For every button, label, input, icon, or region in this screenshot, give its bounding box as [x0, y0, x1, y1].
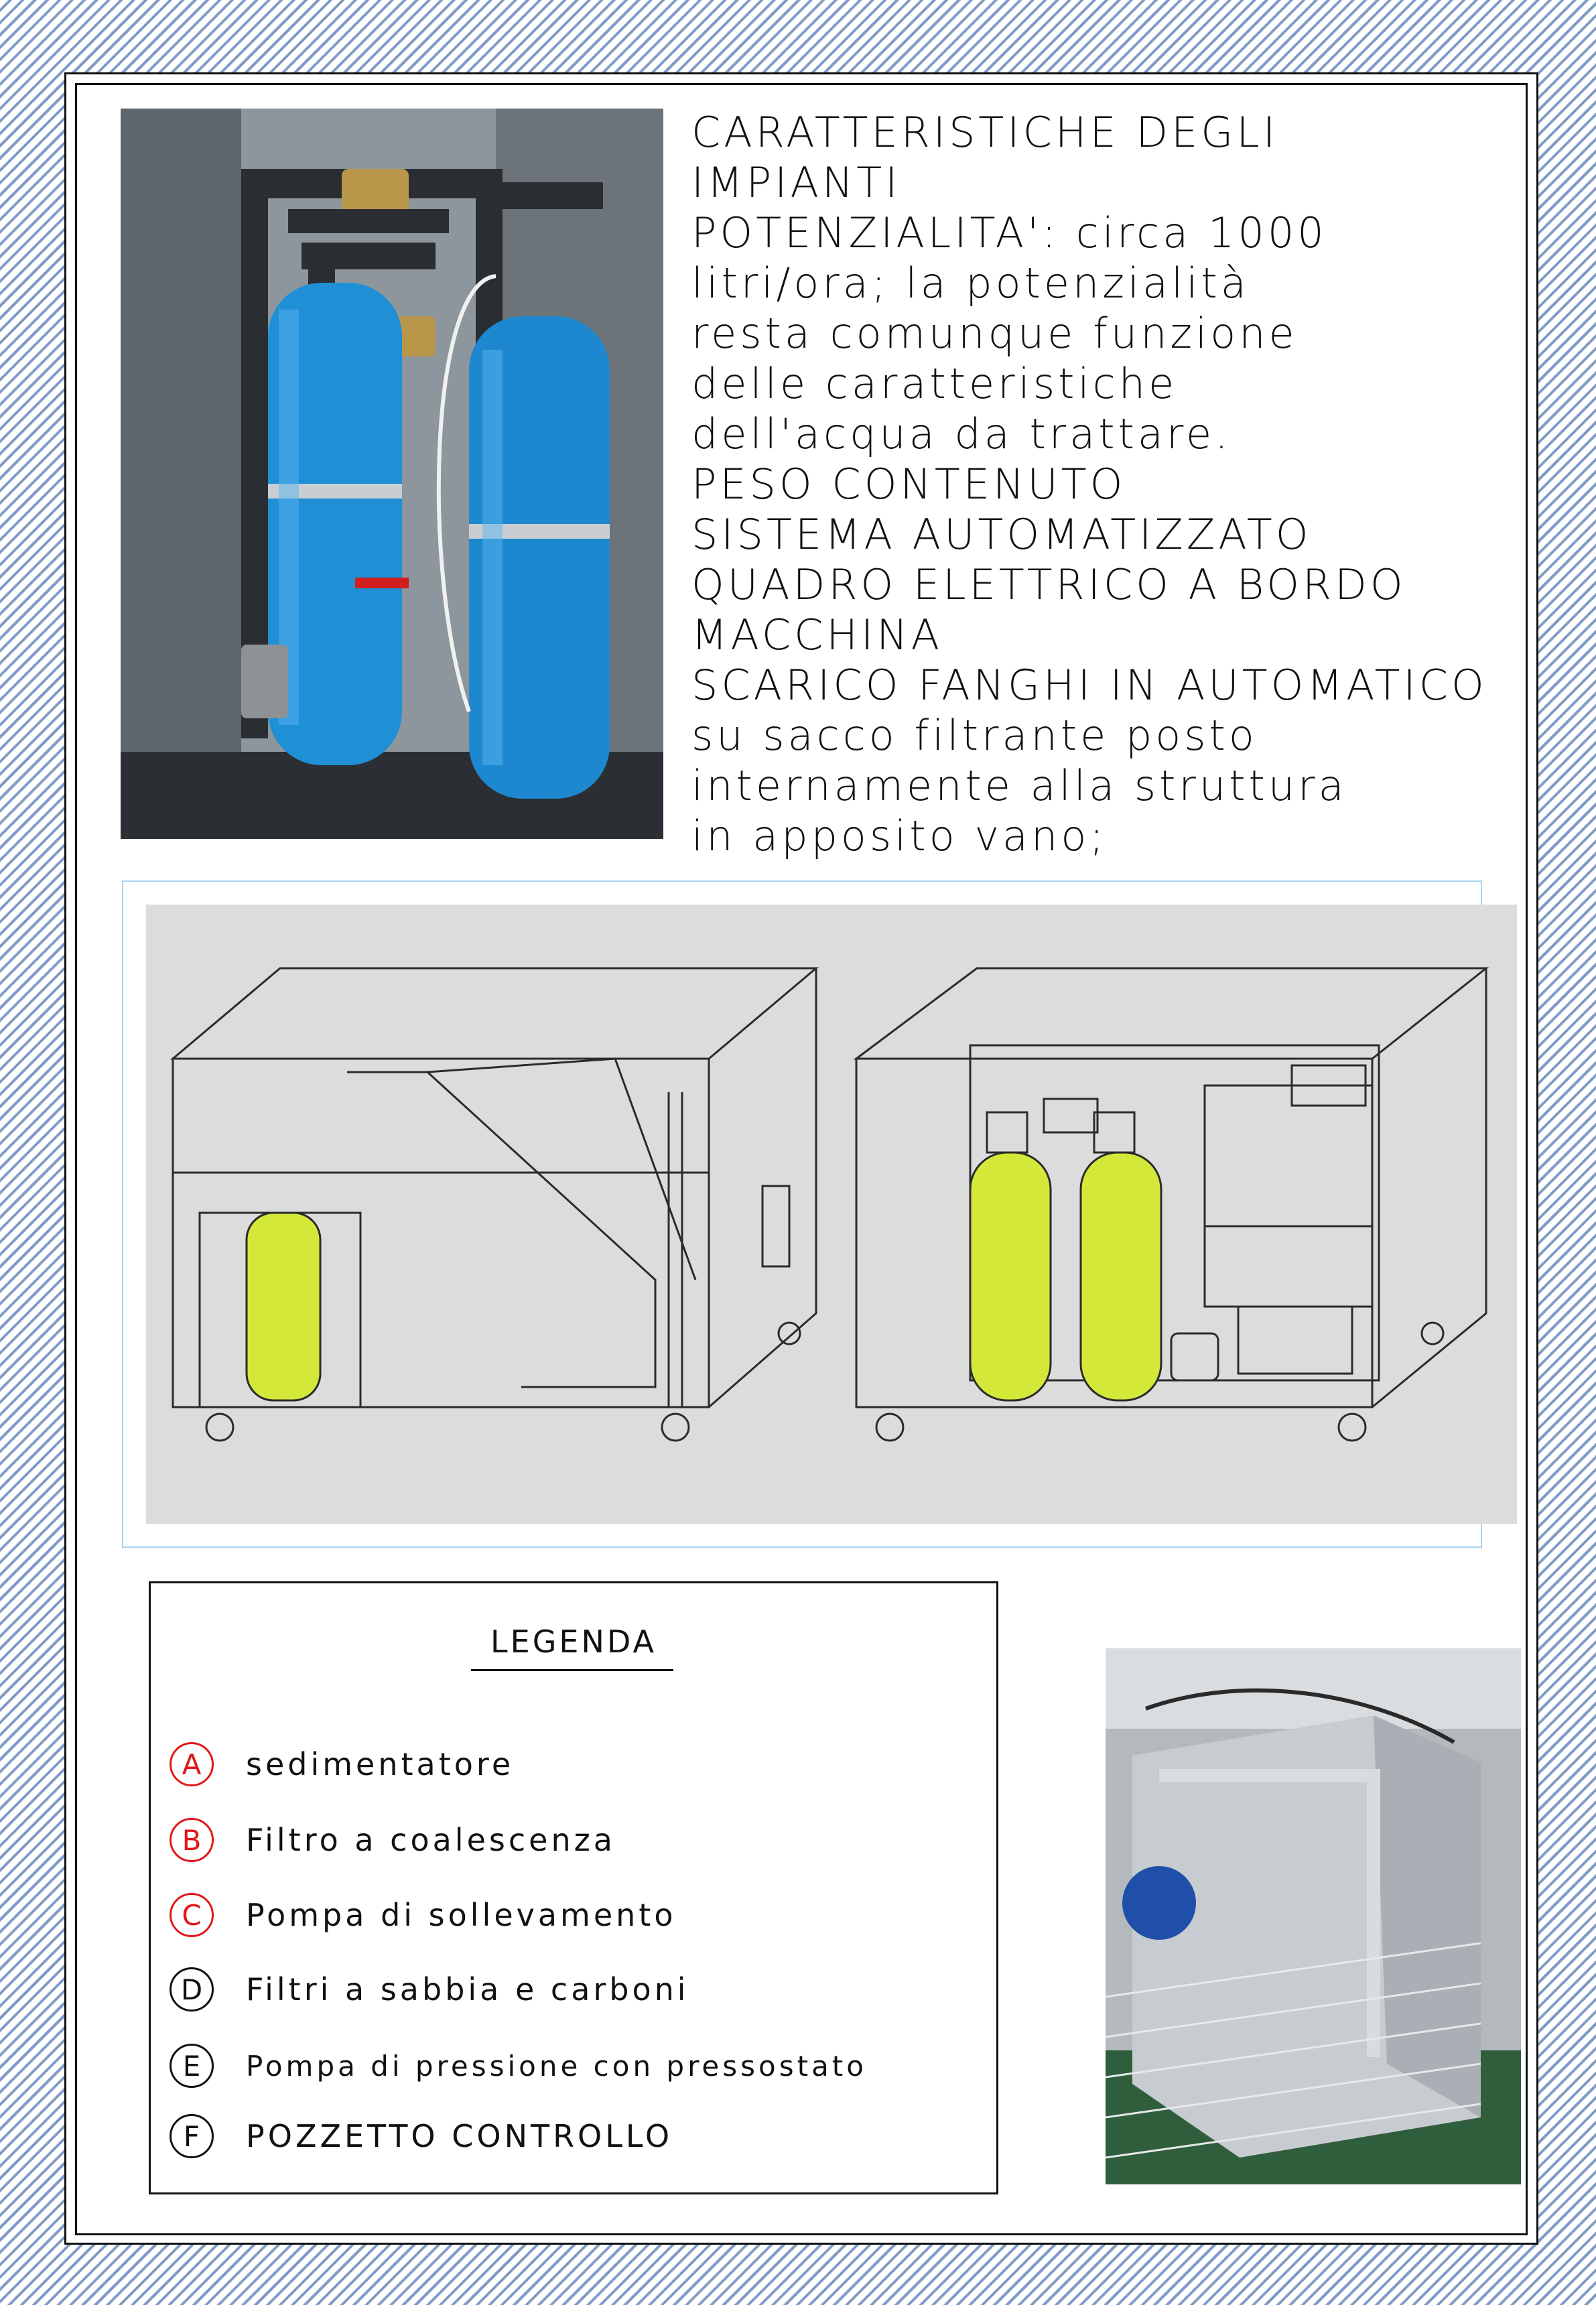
legend-title: LEGENDA [490, 1624, 657, 1660]
legend-text-b: Filtro a coalescenza [246, 1822, 616, 1858]
legend-item-d [170, 1963, 689, 2016]
legend-marker-e: E [170, 2044, 214, 2088]
features-text-block [691, 107, 1516, 861]
feature-line: resta comunque funzione [691, 309, 1298, 358]
legend-text-d: Filtri a sabbia e carboni [246, 1971, 689, 2007]
legend-item-b [170, 1813, 616, 1867]
technical-drawing [146, 905, 1517, 1524]
legend-marker-d: D [170, 1967, 214, 2012]
feature-line: MACCHINA [691, 610, 943, 659]
legend-text-f: POZZETTO CONTROLLO [246, 2118, 673, 2154]
legend-marker-b: B [170, 1818, 214, 1862]
feature-line: litri/ora; la potenzialità [691, 259, 1250, 308]
feature-line: su sacco filtrante posto [691, 711, 1258, 760]
feature-line: PESO CONTENUTO [691, 460, 1126, 509]
legend-marker-f: F [170, 2114, 214, 2158]
legend-title-underline [471, 1669, 673, 1671]
feature-line: internamente alla struttura [691, 761, 1347, 810]
legend-text-a: sedimentatore [246, 1746, 515, 1782]
legend-item-f [170, 2109, 673, 2163]
feature-line: CARATTERISTICHE DEGLI [691, 108, 1279, 157]
photo-steel-unit [1106, 1648, 1521, 2184]
feature-line: QUADRO ELETTRICO A BORDO [691, 560, 1406, 609]
legend-item-a [170, 1737, 514, 1791]
feature-line: delle caratteristiche [691, 359, 1178, 408]
legend-item-c [170, 1888, 677, 1942]
legend-marker-c: C [170, 1893, 214, 1937]
legend-text-c: Pompa di sollevamento [246, 1897, 677, 1933]
legend-marker-a: A [170, 1742, 214, 1786]
legend-box [149, 1581, 998, 2194]
feature-line: dell'acqua da trattare. [691, 409, 1232, 458]
feature-line: IMPIANTI [691, 158, 901, 207]
legend-item-e [170, 2039, 867, 2093]
legend-text-e: Pompa di pressione con pressostato [246, 2049, 867, 2083]
feature-line: POTENZIALITA': circa 1000 [691, 208, 1327, 257]
feature-line: SISTEMA AUTOMATIZZATO [691, 510, 1312, 559]
feature-line: SCARICO FANGHI IN AUTOMATICO [691, 661, 1487, 710]
feature-line: in apposito vano; [691, 811, 1108, 860]
photo-filter-tanks [121, 109, 663, 839]
